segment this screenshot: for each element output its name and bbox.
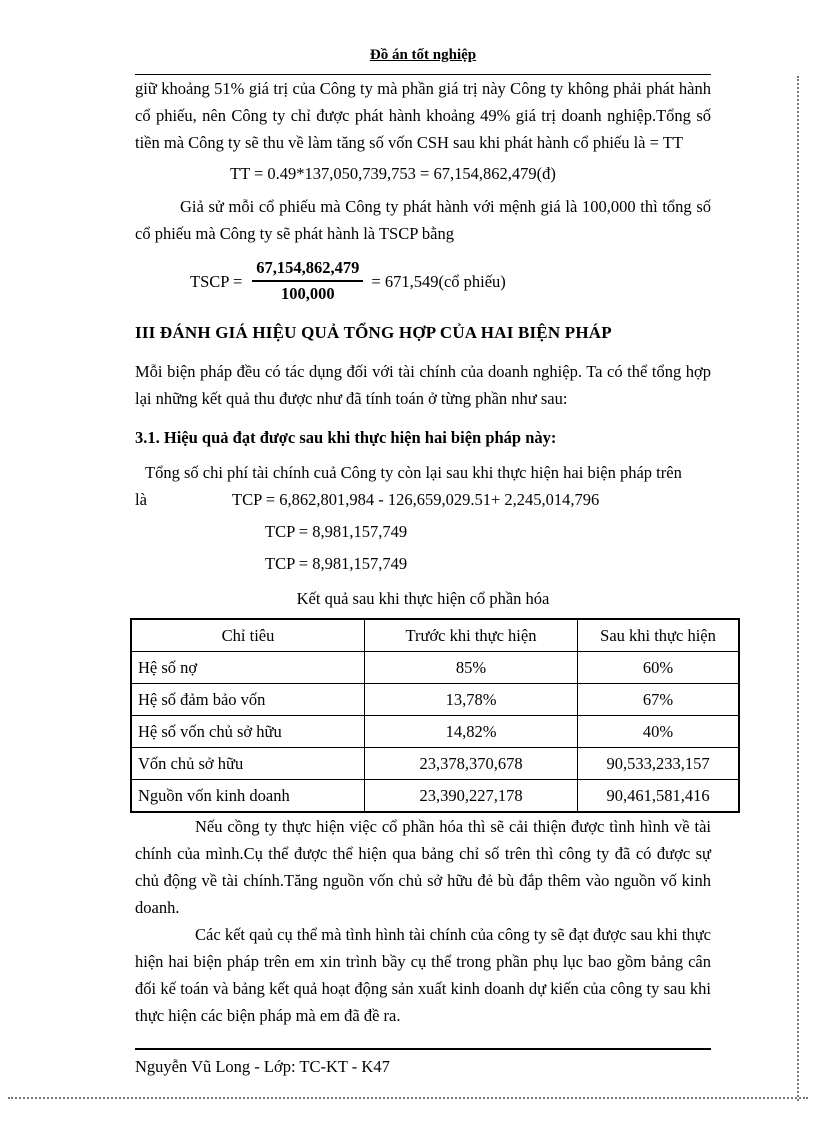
table-row [131,652,739,684]
header-title: Đồ án tốt nghiệp [369,47,477,63]
formula-tt: TT = 0.49*137,050,739,753 = 67,154,862,479(đ) [230,164,556,183]
formula-tcp-2: TCP = 8,981,157,749 [265,554,408,573]
table-cell: 90,533,233,157 [578,748,740,780]
paragraph-tong-chi-phi-line1: Tổng số chi phí tài chính cuả Công ty còn lại sau khi thực hiện hai biện pháp trên [145,463,682,482]
table-row [131,716,739,748]
paragraph-cac-ket-qua: Các kết qaủ cụ thể mà tình hình tài chính của công ty sẽ đạt được sau khi thực hiện hai biện pháp trên em xin trình bầy cụ thể trong phần phụ lục bao gồm bảng cân đối kế toán và bảng kết quả hoạt động sản xuất kinh doanh dự kiến của công ty sau khi thực hiện các biện pháp mà em đã đề ra. [135,925,711,1025]
formula-tscp-fraction [252,257,363,305]
table-row [131,780,739,813]
tong-chi-phi-formula: TCP = 6,862,801,984 - 126,659,029.51+ 2,245,014,796 [232,490,600,509]
formula-tscp-rhs: = 671,549(cổ phiếu) [371,271,506,291]
table-header-row [131,619,739,652]
table-cell: 14,82% [365,716,578,748]
formula-tscp-lhs: TSCP = [190,271,243,291]
table-header-sau: Sau khi thực hiện [578,619,740,652]
table-cell: 85% [365,652,578,684]
page-margin-guide-bottom [8,1097,808,1099]
page-content [135,40,716,1029]
table-cell: Nguồn vốn kinh doanh [131,780,365,813]
table-cell: Hệ số vốn chủ sở hữu [131,716,365,748]
subsection-heading-31: 3.1. Hiệu quả đạt được sau khi thực hiện hai biện pháp này: [135,428,557,447]
table-cell: 40% [578,716,740,748]
table-header-chi-tieu: Chỉ tiêu [131,619,365,652]
table-row [131,748,739,780]
table-cell: Hệ số nợ [131,652,365,684]
paragraph-moi-bien-phap: Mỗi biện pháp đều có tác dụng đối với tài chính của doanh nghiệp. Ta có thể tổng hợp lại những kết quả thu được như đã tính toán ở từng phần như sau: [135,362,711,408]
table-cell: 90,461,581,416 [578,780,740,813]
fraction-denominator: 100,000 [281,284,335,303]
table-caption: Kết quả sau khi thực hiện cổ phần hóa [296,589,550,608]
table-row [131,684,739,716]
footer-text: Nguyễn Vũ Long - Lớp: TC-KT - K47 [135,1057,390,1076]
tong-chi-phi-label: là [135,490,147,509]
paragraph-gia-su: Giả sử mỗi cổ phiếu mà Công ty phát hành với mệnh giá là 100,000 thì tổng số cổ phiếu mà Công ty sẽ phát hành là TSCP bằng [135,197,711,243]
table-cell: Vốn chủ sở hữu [131,748,365,780]
table-cell: 23,378,370,678 [365,748,578,780]
table-cell: 60% [578,652,740,684]
table-header-truoc: Trước khi thực hiện [365,619,578,652]
paragraph-neu-cong-ty: Nếu cồng ty thực hiện việc cổ phần hóa thì sẽ cải thiện được tình hình về tài chính của mình.Cụ thể được thể hiện qua bảng chỉ số trên thì công ty đã có được sự chủ động về tài chính.Tăng nguồn vốn chủ sở hữu đẻ bù đắp thêm vào nguồn vố kinh doanh. [135,817,711,917]
table-cell: 23,390,227,178 [365,780,578,813]
results-table [130,618,740,813]
page-margin-guide-right [797,76,799,1101]
page-header [135,40,711,75]
paragraph-intro: giữ khoảng 51% giá trị của Công ty mà phần giá trị này Công ty không phải phát hành cổ phiếu, nên Công ty chỉ được phát hành khoảng 49% giá trị doanh nghiệp.Tổng số tiền mà Công ty sẽ thu về làm tăng số vốn CSH sau khi phát hành cổ phiếu là = TT [135,79,711,152]
table-cell: 67% [578,684,740,716]
paragraph-tong-chi-phi-line2 [135,486,711,513]
table-cell: 13,78% [365,684,578,716]
table-cell: Hệ số đảm bảo vốn [131,684,365,716]
section-heading-iii: III ĐÁNH GIÁ HIỆU QUẢ TỔNG HỢP CỦA HAI BIỆN PHÁP [135,323,612,342]
formula-tcp-1: TCP = 8,981,157,749 [265,522,408,541]
page-footer [135,1048,711,1077]
formula-tscp [135,257,711,305]
fraction-numerator: 67,154,862,479 [252,257,363,282]
